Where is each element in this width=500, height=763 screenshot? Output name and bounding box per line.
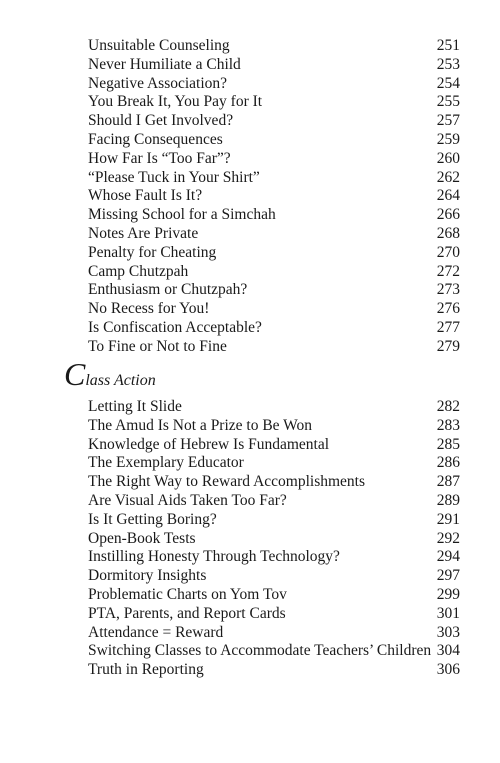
toc-entry-title: You Break It, You Pay for It [88,93,263,111]
toc-entry-page-number: 262 [436,168,460,186]
toc-entry-page-number: 255 [436,93,460,111]
toc-entry-page-number: 254 [436,74,460,92]
toc-entry-title: How Far Is “Too Far”? [88,149,231,167]
toc-entry [88,605,460,624]
toc-entry [88,338,460,357]
toc-entry-page-number: 272 [436,262,460,280]
toc-entry [88,567,460,586]
toc-entry [88,492,460,511]
toc-entry-title: Never Humiliate a Child [88,55,241,73]
toc-entry-title: Truth in Reporting [88,661,204,679]
toc-entry-title: The Right Way to Reward Accomplishments [88,473,365,491]
toc-list-section-two [88,398,460,680]
toc-entry-title: The Amud Is Not a Prize to Be Won [88,416,313,434]
toc-entry-page-number: 260 [436,149,460,167]
toc-entry-page-number: 259 [436,130,460,148]
toc-entry-page-number: 291 [436,510,460,528]
toc-entry [88,150,460,169]
toc-entry [88,398,460,417]
toc-entry-page-number: 283 [436,416,460,434]
toc-entry-title: Whose Fault Is It? [88,187,203,205]
toc-entry-title: Open-Book Tests [88,529,196,547]
toc-entry-title: Penalty for Cheating [88,243,217,261]
toc-entry [88,93,460,112]
toc-entry [88,169,460,188]
toc-entry-title: Problematic Charts on Yom Tov [88,585,287,603]
toc-entry-page-number: 270 [436,243,460,261]
toc-entry [88,548,460,567]
toc-entry [88,454,460,473]
toc-entry-page-number: 277 [436,318,460,336]
toc-entry [88,281,460,300]
toc-entry-title: Is It Getting Boring? [88,510,217,528]
toc-entry [88,187,460,206]
toc-entry [88,511,460,530]
toc-entry-page-number: 253 [436,55,460,73]
toc-entry [88,56,460,75]
toc-entry-page-number: 301 [436,604,460,622]
toc-entry [88,225,460,244]
toc-entry-title: Notes Are Private [88,224,199,242]
toc-entry-page-number: 289 [436,491,460,509]
toc-entry-title: Dormitory Insights [88,567,207,585]
toc-entry [88,586,460,605]
toc-entry-title: PTA, Parents, and Report Cards [88,604,286,622]
toc-entry-title: No Recess for You! [88,300,210,318]
toc-entry [88,75,460,94]
toc-entry-title: “Please Tuck in Your Shirt” [88,168,260,186]
toc-entry-page-number: 294 [436,548,460,566]
toc-entry-page-number: 276 [436,300,460,318]
toc-entry-page-number: 251 [436,37,460,54]
toc-entry [88,642,460,661]
section-heading-initial: C [64,356,86,392]
toc-entry-page-number: 292 [436,529,460,547]
toc-entry [88,661,460,680]
toc-entry-title: Missing School for a Simchah [88,206,276,224]
toc-entry-page-number: 286 [436,454,460,472]
toc-entry-page-number: 303 [436,623,460,641]
toc-entry [88,300,460,319]
toc-entry-title: Knowledge of Hebrew Is Fundamental [88,435,330,453]
toc-entry-title: Camp Chutzpah [88,262,189,280]
section-heading-rest: lass Action [85,372,156,389]
toc-entry [88,436,460,455]
toc-entry-page-number: 297 [436,567,460,585]
toc-entry-page-number: 273 [436,281,460,299]
toc-entry [88,530,460,549]
toc-entry [88,206,460,225]
toc-entry [88,417,460,436]
toc-entry-title: Enthusiasm or Chutzpah? [88,281,248,299]
toc-entry-title: The Exemplary Educator [88,454,244,472]
toc-entry-page-number: 268 [436,224,460,242]
toc-entry-title: Facing Consequences [88,130,223,148]
toc-entry [88,131,460,150]
toc-entry-page-number: 299 [436,585,460,603]
toc-entry-title: Unsuitable Counseling [88,37,230,54]
toc-entry-title: Letting It Slide [88,398,182,415]
toc-entry-page-number: 266 [436,206,460,224]
toc-entry [88,263,460,282]
toc-entry-page-number: 279 [436,337,460,355]
toc-entry-page-number: 306 [436,661,460,679]
toc-entry-page-number: 287 [436,473,460,491]
toc-entry-title: Are Visual Aids Taken Too Far? [88,491,287,509]
toc-entry-page-number: 285 [436,435,460,453]
toc-entry [88,624,460,643]
section-heading-class-action [64,358,156,390]
toc-entry [88,112,460,131]
toc-entry-title: Switching Classes to Accommodate Teachers’ Children [88,642,432,660]
toc-list-section-one [88,37,460,357]
toc-entry [88,37,460,56]
toc-entry-page-number: 257 [436,112,460,130]
toc-entry-page-number: 264 [436,187,460,205]
toc-entry-page-number: 304 [436,642,460,660]
toc-entry-page-number: 282 [436,398,460,415]
toc-entry-title: Instilling Honesty Through Technology? [88,548,340,566]
toc-entry [88,319,460,338]
toc-entry-title: Attendance = Reward [88,623,224,641]
toc-entry [88,473,460,492]
toc-entry [88,244,460,263]
toc-entry-title: Negative Association? [88,74,228,92]
toc-entry-title: Should I Get Involved? [88,112,234,130]
toc-entry-title: To Fine or Not to Fine [88,337,227,355]
toc-entry-title: Is Confiscation Acceptable? [88,318,262,336]
